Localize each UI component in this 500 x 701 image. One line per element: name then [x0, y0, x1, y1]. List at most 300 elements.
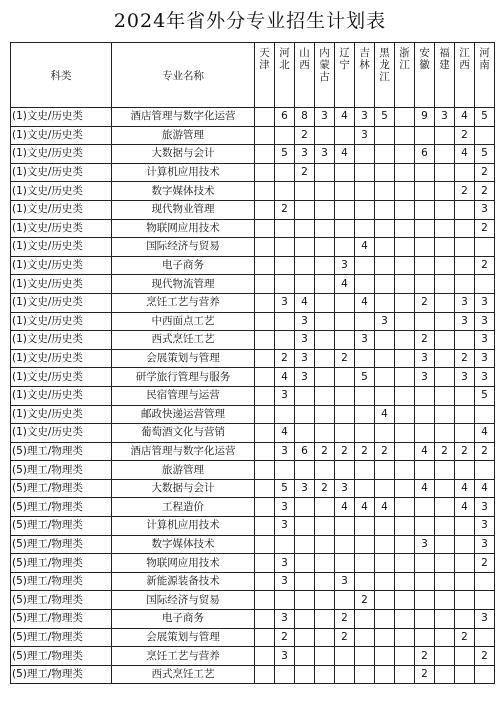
- quota-cell: [395, 554, 415, 573]
- major-cell: 计算机应用技术: [112, 517, 255, 536]
- quota-cell: [435, 219, 455, 238]
- quota-cell: [255, 554, 275, 573]
- table-row: [11, 368, 495, 387]
- category-cell: (1)文史/历史类: [11, 219, 112, 238]
- quota-cell: 3: [475, 610, 495, 629]
- quota-cell: [375, 219, 395, 238]
- quota-cell: 4: [375, 405, 395, 424]
- quota-cell: [475, 405, 495, 424]
- quota-cell: 4: [455, 145, 475, 164]
- major-cell: 电子商务: [112, 256, 255, 275]
- table-row: [11, 126, 495, 145]
- quota-cell: [375, 368, 395, 387]
- quota-cell: 3: [475, 368, 495, 387]
- quota-cell: [475, 665, 495, 684]
- quota-cell: [275, 256, 295, 275]
- category-cell: (1)文史/历史类: [11, 163, 112, 182]
- province-name: 浙 江: [399, 47, 410, 71]
- quota-cell: 2: [335, 628, 355, 647]
- quota-cell: 2: [315, 442, 335, 461]
- quota-cell: [375, 665, 395, 684]
- quota-cell: 4: [275, 368, 295, 387]
- category-cell: (5)理工/物理类: [11, 479, 112, 498]
- quota-cell: [395, 163, 415, 182]
- quota-cell: [355, 182, 375, 201]
- quota-cell: [315, 461, 335, 480]
- major-cell: 邮政快递运营管理: [112, 405, 255, 424]
- quota-cell: [375, 554, 395, 573]
- table-row: [11, 572, 495, 591]
- quota-cell: 3: [335, 256, 355, 275]
- major-cell: 电子商务: [112, 610, 255, 629]
- quota-cell: [395, 108, 415, 127]
- quota-cell: [355, 405, 375, 424]
- quota-cell: [395, 628, 415, 647]
- quota-cell: [435, 461, 455, 480]
- province-header: [415, 43, 435, 108]
- province-name: 河 南: [479, 47, 490, 71]
- quota-cell: 5: [275, 145, 295, 164]
- quota-cell: [295, 498, 315, 517]
- quota-cell: 3: [375, 312, 395, 331]
- quota-cell: 3: [275, 517, 295, 536]
- quota-cell: 3: [415, 349, 435, 368]
- quota-cell: 4: [355, 293, 375, 312]
- quota-cell: [315, 256, 335, 275]
- quota-cell: [355, 647, 375, 666]
- quota-cell: [315, 331, 335, 350]
- quota-cell: [435, 349, 455, 368]
- major-cell: 烹饪工艺与营养: [112, 647, 255, 666]
- quota-cell: [415, 554, 435, 573]
- quota-cell: [335, 535, 355, 554]
- quota-cell: 2: [415, 331, 435, 350]
- quota-cell: [335, 405, 355, 424]
- table-row: [11, 591, 495, 610]
- quota-cell: 3: [435, 108, 455, 127]
- table-row: [11, 293, 495, 312]
- province-name: 天 津: [259, 47, 270, 71]
- quota-cell: 2: [355, 591, 375, 610]
- quota-cell: [395, 331, 415, 350]
- table-row: [11, 349, 495, 368]
- quota-cell: 4: [335, 108, 355, 127]
- quota-cell: [355, 200, 375, 219]
- quota-cell: [335, 126, 355, 145]
- quota-cell: [275, 219, 295, 238]
- quota-cell: 4: [275, 424, 295, 443]
- quota-cell: [355, 479, 375, 498]
- category-cell: (1)文史/历史类: [11, 108, 112, 127]
- quota-cell: [415, 591, 435, 610]
- major-cell: 工程造价: [112, 498, 255, 517]
- quota-cell: [375, 126, 395, 145]
- province-header: [275, 43, 295, 108]
- quota-cell: [295, 256, 315, 275]
- quota-cell: [255, 498, 275, 517]
- quota-cell: [375, 610, 395, 629]
- quota-cell: [275, 182, 295, 201]
- header-row: [11, 43, 495, 108]
- quota-cell: [255, 647, 275, 666]
- category-cell: (1)文史/历史类: [11, 293, 112, 312]
- quota-cell: [255, 126, 275, 145]
- province-name: 江 西: [459, 47, 470, 71]
- quota-cell: 3: [275, 572, 295, 591]
- quota-cell: [435, 312, 455, 331]
- quota-cell: [355, 424, 375, 443]
- major-cell: 酒店管理与数字化运营: [112, 108, 255, 127]
- quota-cell: [295, 535, 315, 554]
- quota-cell: [375, 572, 395, 591]
- quota-cell: 3: [415, 368, 435, 387]
- quota-cell: 2: [275, 628, 295, 647]
- quota-cell: [295, 182, 315, 201]
- quota-cell: [315, 163, 335, 182]
- quota-cell: [275, 405, 295, 424]
- table-row: [11, 312, 495, 331]
- quota-cell: [315, 498, 335, 517]
- quota-cell: [275, 591, 295, 610]
- quota-cell: [295, 610, 315, 629]
- major-cell: 葡萄酒文化与营销: [112, 424, 255, 443]
- quota-cell: 3: [355, 108, 375, 127]
- quota-cell: 4: [335, 275, 355, 294]
- quota-cell: [255, 535, 275, 554]
- quota-cell: [415, 182, 435, 201]
- quota-cell: [395, 572, 415, 591]
- quota-cell: [295, 424, 315, 443]
- quota-cell: [355, 610, 375, 629]
- quota-cell: [395, 312, 415, 331]
- quota-cell: 3: [275, 554, 295, 573]
- quota-cell: [335, 219, 355, 238]
- enrollment-plan-table: [10, 42, 495, 684]
- quota-cell: [475, 572, 495, 591]
- quota-cell: 6: [415, 145, 435, 164]
- quota-cell: [375, 424, 395, 443]
- quota-cell: [395, 182, 415, 201]
- major-cell: 西式烹饪工艺: [112, 665, 255, 684]
- quota-cell: 3: [295, 145, 315, 164]
- quota-cell: [315, 349, 335, 368]
- quota-cell: 3: [295, 368, 315, 387]
- table-row: [11, 610, 495, 629]
- quota-cell: [395, 200, 415, 219]
- province-name: 辽 宁: [339, 47, 350, 71]
- province-header: [255, 43, 275, 108]
- quota-cell: [455, 219, 475, 238]
- quota-cell: 4: [375, 498, 395, 517]
- quota-cell: [395, 535, 415, 554]
- quota-cell: 3: [455, 293, 475, 312]
- quota-cell: [255, 368, 275, 387]
- quota-cell: 3: [475, 200, 495, 219]
- quota-cell: 3: [275, 442, 295, 461]
- quota-cell: 3: [455, 312, 475, 331]
- quota-cell: [395, 498, 415, 517]
- province-name: 吉 林: [359, 47, 370, 71]
- quota-cell: 8: [295, 108, 315, 127]
- quota-cell: [455, 535, 475, 554]
- table-row: [11, 331, 495, 350]
- quota-cell: [435, 275, 455, 294]
- quota-cell: [395, 461, 415, 480]
- quota-cell: [335, 461, 355, 480]
- quota-cell: [395, 517, 415, 536]
- quota-cell: [295, 554, 315, 573]
- table-row: [11, 628, 495, 647]
- quota-cell: [275, 461, 295, 480]
- quota-cell: [455, 610, 475, 629]
- quota-cell: [395, 479, 415, 498]
- quota-cell: 2: [295, 163, 315, 182]
- province-name: 安 徽: [419, 47, 430, 71]
- quota-cell: [295, 628, 315, 647]
- province-header: [355, 43, 375, 108]
- table-row: [11, 442, 495, 461]
- quota-cell: 6: [275, 108, 295, 127]
- quota-cell: 3: [315, 108, 335, 127]
- quota-cell: [315, 535, 335, 554]
- quota-cell: 2: [335, 349, 355, 368]
- quota-cell: [455, 256, 475, 275]
- category-cell: (5)理工/物理类: [11, 442, 112, 461]
- quota-cell: 4: [335, 145, 355, 164]
- quota-cell: [435, 572, 455, 591]
- quota-cell: [475, 461, 495, 480]
- quota-cell: [295, 665, 315, 684]
- major-cell: 研学旅行管理与服务: [112, 368, 255, 387]
- quota-cell: [355, 145, 375, 164]
- category-cell: (5)理工/物理类: [11, 498, 112, 517]
- quota-cell: [415, 275, 435, 294]
- quota-cell: [435, 535, 455, 554]
- quota-cell: [375, 461, 395, 480]
- quota-cell: 3: [475, 312, 495, 331]
- table-row: [11, 498, 495, 517]
- quota-cell: 3: [295, 312, 315, 331]
- quota-cell: [315, 517, 335, 536]
- quota-cell: 4: [355, 498, 375, 517]
- quota-cell: [435, 554, 455, 573]
- category-cell: (5)理工/物理类: [11, 628, 112, 647]
- quota-cell: 2: [335, 610, 355, 629]
- quota-cell: 2: [295, 126, 315, 145]
- category-header: 科类: [11, 43, 112, 108]
- table-row: [11, 200, 495, 219]
- major-cell: 民宿管理与运营: [112, 386, 255, 405]
- quota-cell: [335, 238, 355, 257]
- quota-cell: [255, 182, 275, 201]
- category-cell: (5)理工/物理类: [11, 665, 112, 684]
- quota-cell: [315, 665, 335, 684]
- quota-cell: [395, 349, 415, 368]
- quota-cell: [435, 256, 455, 275]
- quota-cell: [255, 219, 275, 238]
- quota-cell: [255, 312, 275, 331]
- category-cell: (1)文史/历史类: [11, 200, 112, 219]
- quota-cell: 2: [415, 647, 435, 666]
- quota-cell: [355, 349, 375, 368]
- quota-cell: [295, 386, 315, 405]
- quota-cell: [255, 163, 275, 182]
- quota-cell: 2: [375, 442, 395, 461]
- quota-cell: 3: [455, 368, 475, 387]
- quota-cell: [475, 591, 495, 610]
- quota-cell: [435, 591, 455, 610]
- major-cell: 数字媒体技术: [112, 535, 255, 554]
- quota-cell: [455, 517, 475, 536]
- quota-cell: 4: [335, 498, 355, 517]
- quota-cell: [335, 368, 355, 387]
- quota-cell: [355, 163, 375, 182]
- quota-cell: [375, 647, 395, 666]
- quota-cell: [295, 647, 315, 666]
- quota-cell: 3: [475, 535, 495, 554]
- category-cell: (1)文史/历史类: [11, 126, 112, 145]
- quota-cell: [375, 163, 395, 182]
- quota-cell: [335, 554, 355, 573]
- quota-cell: [315, 424, 335, 443]
- major-cell: 会展策划与管理: [112, 628, 255, 647]
- major-cell: 酒店管理与数字化运营: [112, 442, 255, 461]
- quota-cell: [295, 591, 315, 610]
- quota-cell: [335, 312, 355, 331]
- table-row: [11, 145, 495, 164]
- quota-cell: [415, 610, 435, 629]
- category-cell: (5)理工/物理类: [11, 647, 112, 666]
- table-row: [11, 479, 495, 498]
- quota-cell: [355, 386, 375, 405]
- quota-cell: 4: [455, 108, 475, 127]
- quota-cell: [395, 256, 415, 275]
- quota-cell: [455, 163, 475, 182]
- quota-cell: [435, 386, 455, 405]
- major-cell: 中西面点工艺: [112, 312, 255, 331]
- quota-cell: 2: [455, 442, 475, 461]
- quota-cell: 4: [455, 498, 475, 517]
- quota-cell: [375, 238, 395, 257]
- quota-cell: 6: [295, 442, 315, 461]
- quota-cell: [355, 628, 375, 647]
- quota-cell: [395, 442, 415, 461]
- quota-cell: [455, 572, 475, 591]
- quota-cell: [415, 405, 435, 424]
- quota-cell: [375, 200, 395, 219]
- province-header: [455, 43, 475, 108]
- quota-cell: [435, 628, 455, 647]
- major-cell: 会展策划与管理: [112, 349, 255, 368]
- quota-cell: [295, 200, 315, 219]
- quota-cell: 3: [275, 498, 295, 517]
- quota-cell: [455, 554, 475, 573]
- category-cell: (5)理工/物理类: [11, 591, 112, 610]
- quota-cell: [455, 275, 475, 294]
- quota-cell: [315, 628, 335, 647]
- quota-cell: [375, 386, 395, 405]
- quota-cell: 2: [475, 442, 495, 461]
- quota-cell: [275, 275, 295, 294]
- quota-cell: 2: [415, 293, 435, 312]
- quota-cell: [375, 256, 395, 275]
- major-cell: 国际经济与贸易: [112, 238, 255, 257]
- quota-cell: [295, 405, 315, 424]
- quota-cell: [455, 665, 475, 684]
- category-cell: (5)理工/物理类: [11, 554, 112, 573]
- quota-cell: [395, 647, 415, 666]
- quota-cell: [275, 238, 295, 257]
- quota-cell: [275, 665, 295, 684]
- quota-cell: [315, 275, 335, 294]
- quota-cell: [455, 386, 475, 405]
- quota-cell: [335, 200, 355, 219]
- quota-cell: [295, 461, 315, 480]
- quota-cell: [435, 368, 455, 387]
- quota-cell: [395, 275, 415, 294]
- quota-cell: [315, 572, 335, 591]
- province-header: [435, 43, 455, 108]
- quota-cell: [395, 386, 415, 405]
- table-row: [11, 647, 495, 666]
- quota-cell: 4: [355, 238, 375, 257]
- quota-cell: [435, 331, 455, 350]
- major-cell: 大数据与会计: [112, 145, 255, 164]
- quota-cell: 2: [315, 479, 335, 498]
- quota-cell: [315, 405, 335, 424]
- quota-cell: [295, 238, 315, 257]
- quota-cell: [475, 628, 495, 647]
- category-cell: (5)理工/物理类: [11, 517, 112, 536]
- quota-cell: [395, 145, 415, 164]
- quota-cell: [375, 293, 395, 312]
- major-cell: 旅游管理: [112, 461, 255, 480]
- quota-cell: [415, 126, 435, 145]
- province-name: 福 建: [439, 47, 450, 71]
- quota-cell: [335, 163, 355, 182]
- quota-cell: [295, 219, 315, 238]
- category-cell: (5)理工/物理类: [11, 610, 112, 629]
- table-row: [11, 461, 495, 480]
- quota-cell: [335, 331, 355, 350]
- province-header: [335, 43, 355, 108]
- quota-cell: [475, 126, 495, 145]
- quota-cell: [375, 591, 395, 610]
- major-cell: 现代物流管理: [112, 275, 255, 294]
- quota-cell: [255, 293, 275, 312]
- table-row: [11, 535, 495, 554]
- quota-cell: [475, 275, 495, 294]
- quota-cell: [255, 442, 275, 461]
- quota-cell: 4: [475, 479, 495, 498]
- quota-cell: [435, 498, 455, 517]
- quota-cell: 5: [355, 368, 375, 387]
- quota-cell: [355, 535, 375, 554]
- major-cell: 物联网应用技术: [112, 219, 255, 238]
- quota-cell: [255, 517, 275, 536]
- quota-cell: [255, 275, 275, 294]
- major-cell: 大数据与会计: [112, 479, 255, 498]
- quota-cell: 2: [335, 442, 355, 461]
- province-header: [295, 43, 315, 108]
- quota-cell: [395, 238, 415, 257]
- quota-cell: [375, 145, 395, 164]
- major-cell: 物联网应用技术: [112, 554, 255, 573]
- quota-cell: 3: [295, 349, 315, 368]
- quota-cell: [395, 126, 415, 145]
- quota-cell: [255, 108, 275, 127]
- quota-cell: [355, 256, 375, 275]
